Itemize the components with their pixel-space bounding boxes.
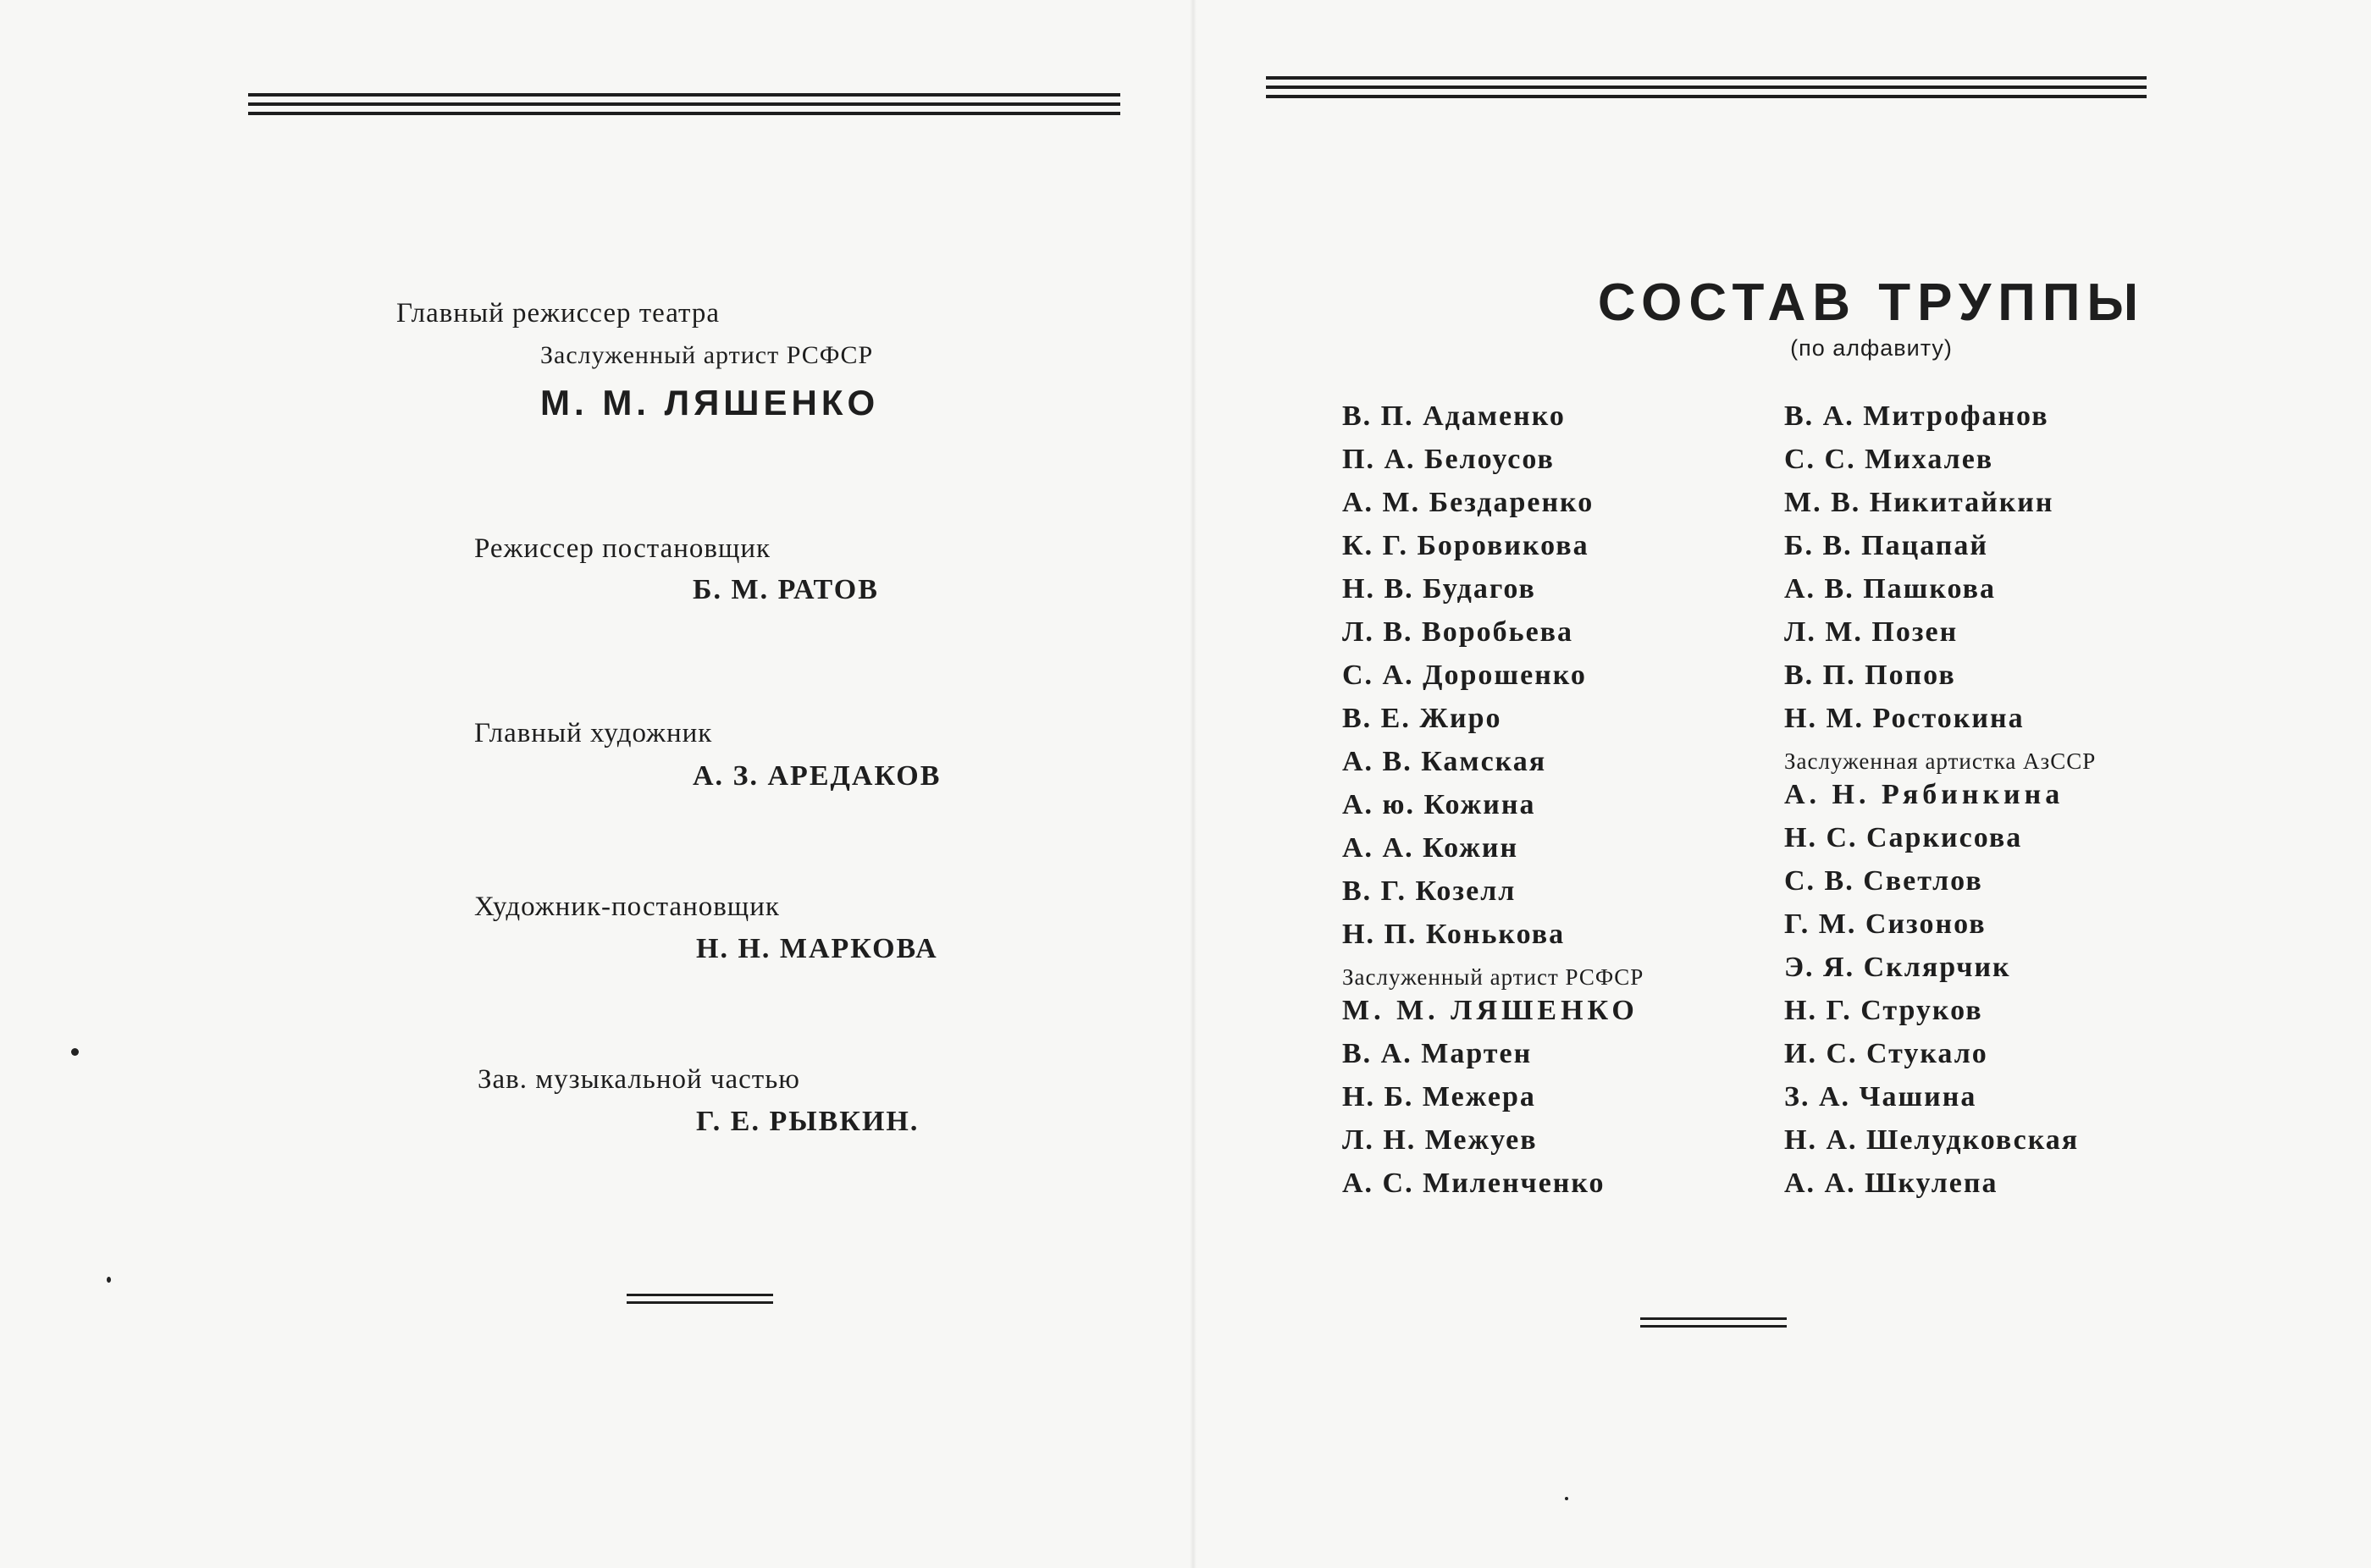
troupe-column-left (1342, 395, 1644, 1205)
print-speck (107, 1277, 111, 1283)
troupe-member: Г. М. Сизонов (1784, 908, 1987, 940)
troupe-member: П. А. Белоусов (1342, 444, 1555, 475)
troupe-member: А. ю. Кожина (1342, 789, 1536, 820)
right-page (1194, 0, 2371, 1568)
troupe-member: Н. П. Конькова (1342, 919, 1566, 950)
troupe-member: З. А. Чашина (1784, 1081, 1977, 1113)
troupe-subtitle: (по алфавиту) (1790, 335, 1953, 361)
troupe-member: С. С. Михалев (1784, 444, 1994, 475)
troupe-member: В. А. Митрофанов (1784, 400, 2049, 432)
print-speck (71, 1048, 79, 1056)
print-speck (1565, 1497, 1568, 1500)
troupe-member: Л. Н. Межуев (1342, 1124, 1538, 1156)
troupe-member: Б. В. Пацапай (1784, 530, 1988, 561)
troupe-member: В. А. Мартен (1342, 1038, 1533, 1069)
troupe-member: Н. В. Будагов (1342, 573, 1536, 605)
music-head-role: Зав. музыкальной частью (478, 1064, 800, 1095)
troupe-member: А. А. Кожин (1342, 832, 1519, 864)
troupe-member: С. В. Светлов (1784, 865, 1983, 897)
troupe-member: Н. С. Саркисова (1784, 822, 2023, 853)
honorary-title-label: Заслуженный артист РСФСР (1342, 964, 1644, 990)
chief-director-name: М. М. ЛЯШЕНКО (540, 383, 880, 422)
chief-director-role: Главный режиссер театра (396, 298, 720, 329)
troupe-member: С. А. Дорошенко (1342, 660, 1587, 691)
troupe-member: Л. В. Воробьева (1342, 616, 1574, 648)
troupe-member: В. Г. Козелл (1342, 875, 1517, 907)
troupe-member: Н. Г. Струков (1784, 995, 1983, 1026)
troupe-member: А. В. Камская (1342, 746, 1547, 777)
troupe-member: Н. М. Ростокина (1784, 703, 2025, 734)
troupe-member: А. М. Бездаренко (1342, 487, 1594, 518)
top-ornament-rule (1266, 76, 2147, 104)
chief-artist-name: А. З. АРЕДАКОВ (693, 760, 942, 792)
troupe-member: Л. М. Позен (1784, 616, 1959, 648)
troupe-member: А. Н. Рябинкина (1784, 779, 2064, 810)
troupe-member: Н. А. Шелудковская (1784, 1124, 2080, 1156)
bottom-ornament-rule (627, 1294, 773, 1309)
troupe-member: М. В. Никитайкин (1784, 487, 2054, 518)
production-artist-name: Н. Н. МАРКОВА (696, 933, 938, 964)
chief-director-title: Заслуженный артист РСФСР (540, 341, 874, 369)
troupe-member: Э. Я. Склярчик (1784, 952, 2011, 983)
troupe-member: И. С. Стукало (1784, 1038, 1988, 1069)
troupe-member: В. П. Адаменко (1342, 400, 1566, 432)
troupe-member: В. П. Попов (1784, 660, 1956, 691)
top-ornament-rule (248, 93, 1120, 121)
troupe-title: СОСТАВ ТРУППЫ (1597, 273, 2146, 332)
music-head-name: Г. Е. РЫВКИН. (696, 1106, 920, 1137)
staging-director-name: Б. М. РАТОВ (693, 574, 879, 605)
troupe-member: А. В. Пашкова (1784, 573, 1997, 605)
troupe-member: М. М. ЛЯШЕНКО (1342, 995, 1639, 1026)
production-artist-role: Художник-постановщик (474, 892, 780, 922)
bottom-ornament-rule (1640, 1317, 1787, 1333)
troupe-member: Н. Б. Межера (1342, 1081, 1536, 1113)
chief-artist-role: Главный художник (474, 718, 713, 748)
staging-director-role: Режиссер постановщик (474, 533, 771, 564)
troupe-member: А. С. Миленченко (1342, 1168, 1606, 1199)
troupe-member: В. Е. Жиро (1342, 703, 1502, 734)
troupe-member: А. А. Шкулепа (1784, 1168, 1998, 1199)
troupe-member: К. Г. Боровикова (1342, 530, 1589, 561)
honorary-title-label: Заслуженная артистка АзССР (1784, 748, 2097, 774)
troupe-column-right (1784, 395, 2096, 1205)
